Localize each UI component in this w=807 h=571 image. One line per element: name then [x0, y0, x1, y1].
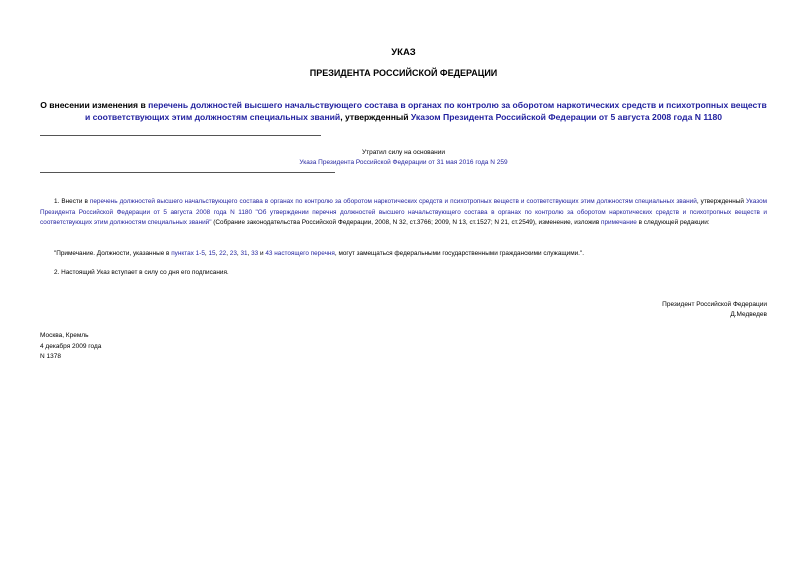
document-title: УКАЗ — [391, 47, 416, 58]
heading-link-list[interactable]: перечень должностей высшего начальствующего состава в органах по контролю за оборотом наркотических средств и психотропных веществ и соответствующих этим должностям специальных званий — [84, 100, 767, 122]
place-date: 4 декабря 2009 года — [40, 342, 102, 350]
note-sep: , — [215, 250, 220, 257]
divider-line — [40, 172, 335, 173]
heading-text: О внесении изменения в — [40, 100, 149, 110]
signature-role: Президент Российской Федерации — [662, 301, 767, 308]
paragraph-2 — [40, 268, 767, 279]
p1-text-mid: , утвержденный — [696, 198, 747, 205]
document-heading — [40, 99, 767, 123]
note-sep: и — [258, 250, 266, 257]
lost-force-line — [40, 159, 767, 166]
note-text-end: , могут замещаться федеральными государственными гражданскими служащими.". — [334, 250, 584, 257]
note-link-5[interactable]: 31 — [240, 250, 248, 257]
p1-text-source: (Собрание законодательства Российской Федерации, 2008, N 32, ст.3766; 2009, N 13, ст.1527; N 21, ст.2549), изменение, изложив — [211, 219, 601, 226]
p1-link-list[interactable]: перечень должностей высшего начальствующего состава в органах по контролю за оборотом наркотических средств и психотропных веществ и соответствующих этим должностям специальных званий — [89, 198, 697, 205]
note-link-2[interactable]: 15 — [208, 250, 216, 257]
note-link-7[interactable]: 43 настоящего перечня — [265, 250, 335, 257]
p1-link-decree[interactable]: Указом Президента Российской Федерации от 5 августа 2008 года N 1180 "Об утверждении перечня должностей высшего начальствующего состава в органах по контролю за оборотом наркотических средств и психотропных веществ и соответствующих этим должностям специальных званий" — [40, 198, 768, 226]
p1-text: 1. Внести в — [54, 198, 90, 205]
place-city: Москва, Кремль — [40, 332, 89, 339]
divider-line — [40, 135, 321, 136]
note-link-3[interactable]: 22 — [219, 250, 227, 257]
p1-link-note[interactable]: примечание — [601, 219, 637, 226]
note-sep: , — [247, 250, 252, 257]
lost-force-link[interactable]: Указа Президента Российской Федерации от 31 мая 2016 года N 259 — [299, 159, 508, 166]
p1-text-end: в следующей редакции: — [636, 219, 710, 226]
note-link-4[interactable]: 23 — [229, 250, 237, 257]
note-link-6[interactable]: 33 — [251, 250, 259, 257]
document-subtitle: ПРЕЗИДЕНТА РОССИЙСКОЙ ФЕДЕРАЦИИ — [309, 68, 498, 78]
note-link-1[interactable]: пунктах 1-5 — [171, 250, 205, 257]
note-text: "Примечание. Должности, указанные в — [54, 250, 172, 257]
signature-name: Д.Медведев — [730, 311, 767, 318]
document-number: N 1378 — [40, 353, 61, 360]
place-date-block — [40, 331, 101, 363]
signature-block — [662, 300, 767, 320]
note-sep: , — [236, 250, 241, 257]
p3-text: 2. Настоящий Указ вступает в силу со дня его подписания. — [54, 269, 229, 276]
lost-force-label: Утратил силу на основании — [361, 149, 446, 156]
note-sep: , — [226, 250, 230, 257]
heading-text-mid: , утвержденный — [340, 112, 411, 122]
paragraph-note — [40, 249, 767, 260]
paragraph-1 — [40, 197, 767, 229]
note-sep: , — [204, 250, 209, 257]
heading-link-decree[interactable]: Указом Президента Российской Федерации от 5 августа 2008 года N 1180 — [410, 112, 723, 122]
